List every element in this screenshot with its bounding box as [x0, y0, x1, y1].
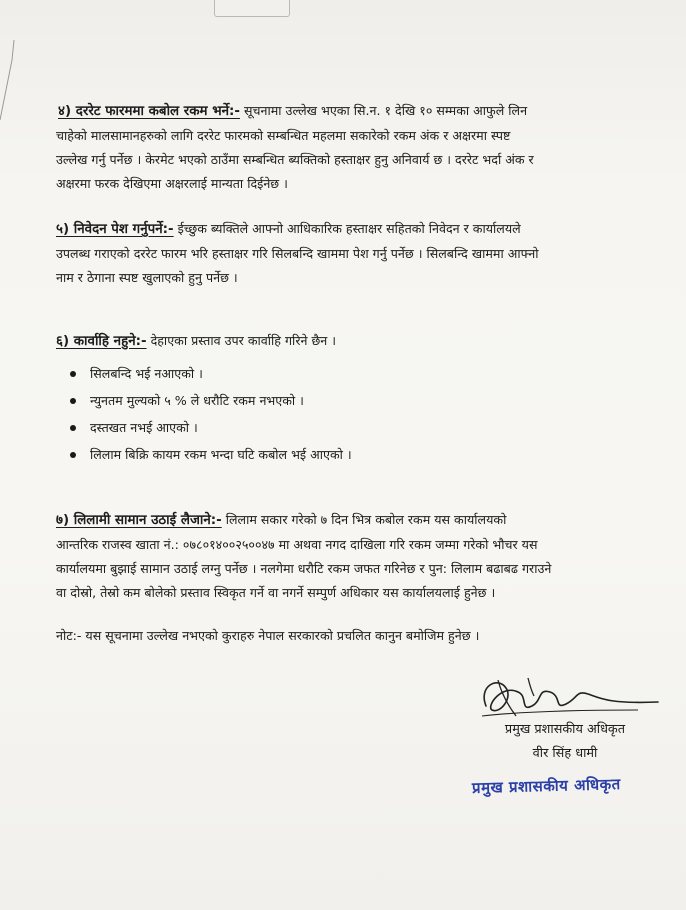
bullet-icon [70, 452, 76, 458]
section-5-application [56, 219, 622, 288]
footnote: नोट:- यस सूचनामा उल्लेख नभएको कुराहरु नेपाल सरकारको प्रचलित कानुन बमोजिम हुनेछ । [56, 628, 480, 643]
section-4-line-1: सूचनामा उल्लेख भएका सि.न. १ देखि १० सम्मका आफुले लिन [243, 103, 528, 118]
bullet-text: लिलाम बिक्रि कायम रकम भन्दा घटि कबोल भई आएको । [90, 447, 352, 462]
bullet-text: सिलबन्दि भई नआएको । [90, 366, 203, 381]
bullet-text: न्युनतम मुल्यको ५ % ले धरौटि रकम नभएको । [90, 393, 304, 408]
top-edge-stamp [214, 0, 290, 17]
paper-fold-mark [0, 40, 30, 130]
bullet-icon [70, 425, 76, 431]
bullet-icon [70, 398, 76, 404]
list-item [70, 364, 352, 391]
section-7-line-3: कार्यालयमा बुझाई सामान उठाई लग्नु पर्नेछ । नलगेमा धरौटि रकम जफत गरिनेछ र पुन: लिलाम बढाबढ गराउने [56, 561, 552, 576]
section-7-line-4: वा दोस्रो, तेस्रो कम बोलेको प्रस्ताव स्विकृत गर्ने वा नगर्ने सम्पुर्ण अधिकार यस कार्यालयलाई हुनेछ । [56, 585, 496, 600]
signatory-name: वीर सिंह धामी [532, 746, 598, 761]
section-5-line-2: उपलब्ध गराएको दररेट फारम भरि हस्ताक्षर गरि सिलबन्दि खाममा पेश गर्नु पर्नेछ । सिलबन्दि खाममा आफ्नो [56, 246, 539, 261]
section-7-line-1: लिलाम सकार गरेको ७ दिन भित्र कबोल रकम यस कार्यालयको [225, 512, 507, 527]
section-6-heading: ६) कार्वाहि नहुने:- [56, 334, 147, 349]
section-7-heading: ७) लिलामी सामान उठाई लैजाने:- [56, 513, 222, 528]
bullet-text: दस्तखत नभई आएको । [90, 420, 198, 435]
section-6-no-action [56, 331, 622, 352]
section-6-bullet-list [70, 364, 352, 472]
bullet-icon [70, 371, 76, 377]
section-7-line-2: आन्तरिक राजस्व खाता नं.: ०७८०१४००२५००४७ मा अथवा नगद दाखिला गरि रकम जम्मा गरेको भौचर यस [56, 537, 538, 552]
section-4-line-4: अक्षरमा फरक देखिएमा अक्षरलाई मान्यता दिईनेछ । [56, 176, 288, 191]
signatory-block [470, 718, 660, 766]
official-stamp: प्रमुख प्रशासकीय अधिकृत [471, 775, 621, 797]
section-4-line-2: चाहेको मालसामानहरुको लागि दररेट फारमको सम्बन्धित महलमा सकारेको रकम अंक र अक्षरमा स्पष्ट [56, 128, 511, 143]
section-4-heading: ४) दररेट फारममा कबोल रकम भर्ने:- [58, 104, 240, 119]
list-item [70, 445, 352, 472]
list-item [70, 418, 352, 445]
section-6-intro: देहाएका प्रस्ताव उपर कार्वाहि गरिने छैन । [150, 333, 337, 348]
section-4-bid-amount [56, 101, 622, 194]
section-5-line-1: ईच्छुक ब्यक्तिले आफ्नो आधिकारिक हस्ताक्षर सहितको निवेदन र कार्यालयले [177, 221, 521, 236]
section-4-line-3: उल्लेख गर्नु पर्नेछ । केरमेट भएको ठाउँमा सम्बन्धित ब्यक्तिको हस्ताक्षर हुनु अनिवार्य छ । दररेट भर्दा अंक र [56, 152, 534, 167]
handwritten-signature [458, 666, 663, 726]
section-5-heading: ५) निवेदन पेश गर्नुपर्ने:- [56, 222, 174, 237]
list-item [70, 391, 352, 418]
section-5-line-3: नाम र ठेगाना स्पष्ट खुलाएको हुनु पर्नेछ । [56, 270, 238, 285]
section-7-item-pickup [56, 510, 622, 603]
signatory-title: प्रमुख प्रशासकीय अधिकृत [504, 722, 626, 737]
